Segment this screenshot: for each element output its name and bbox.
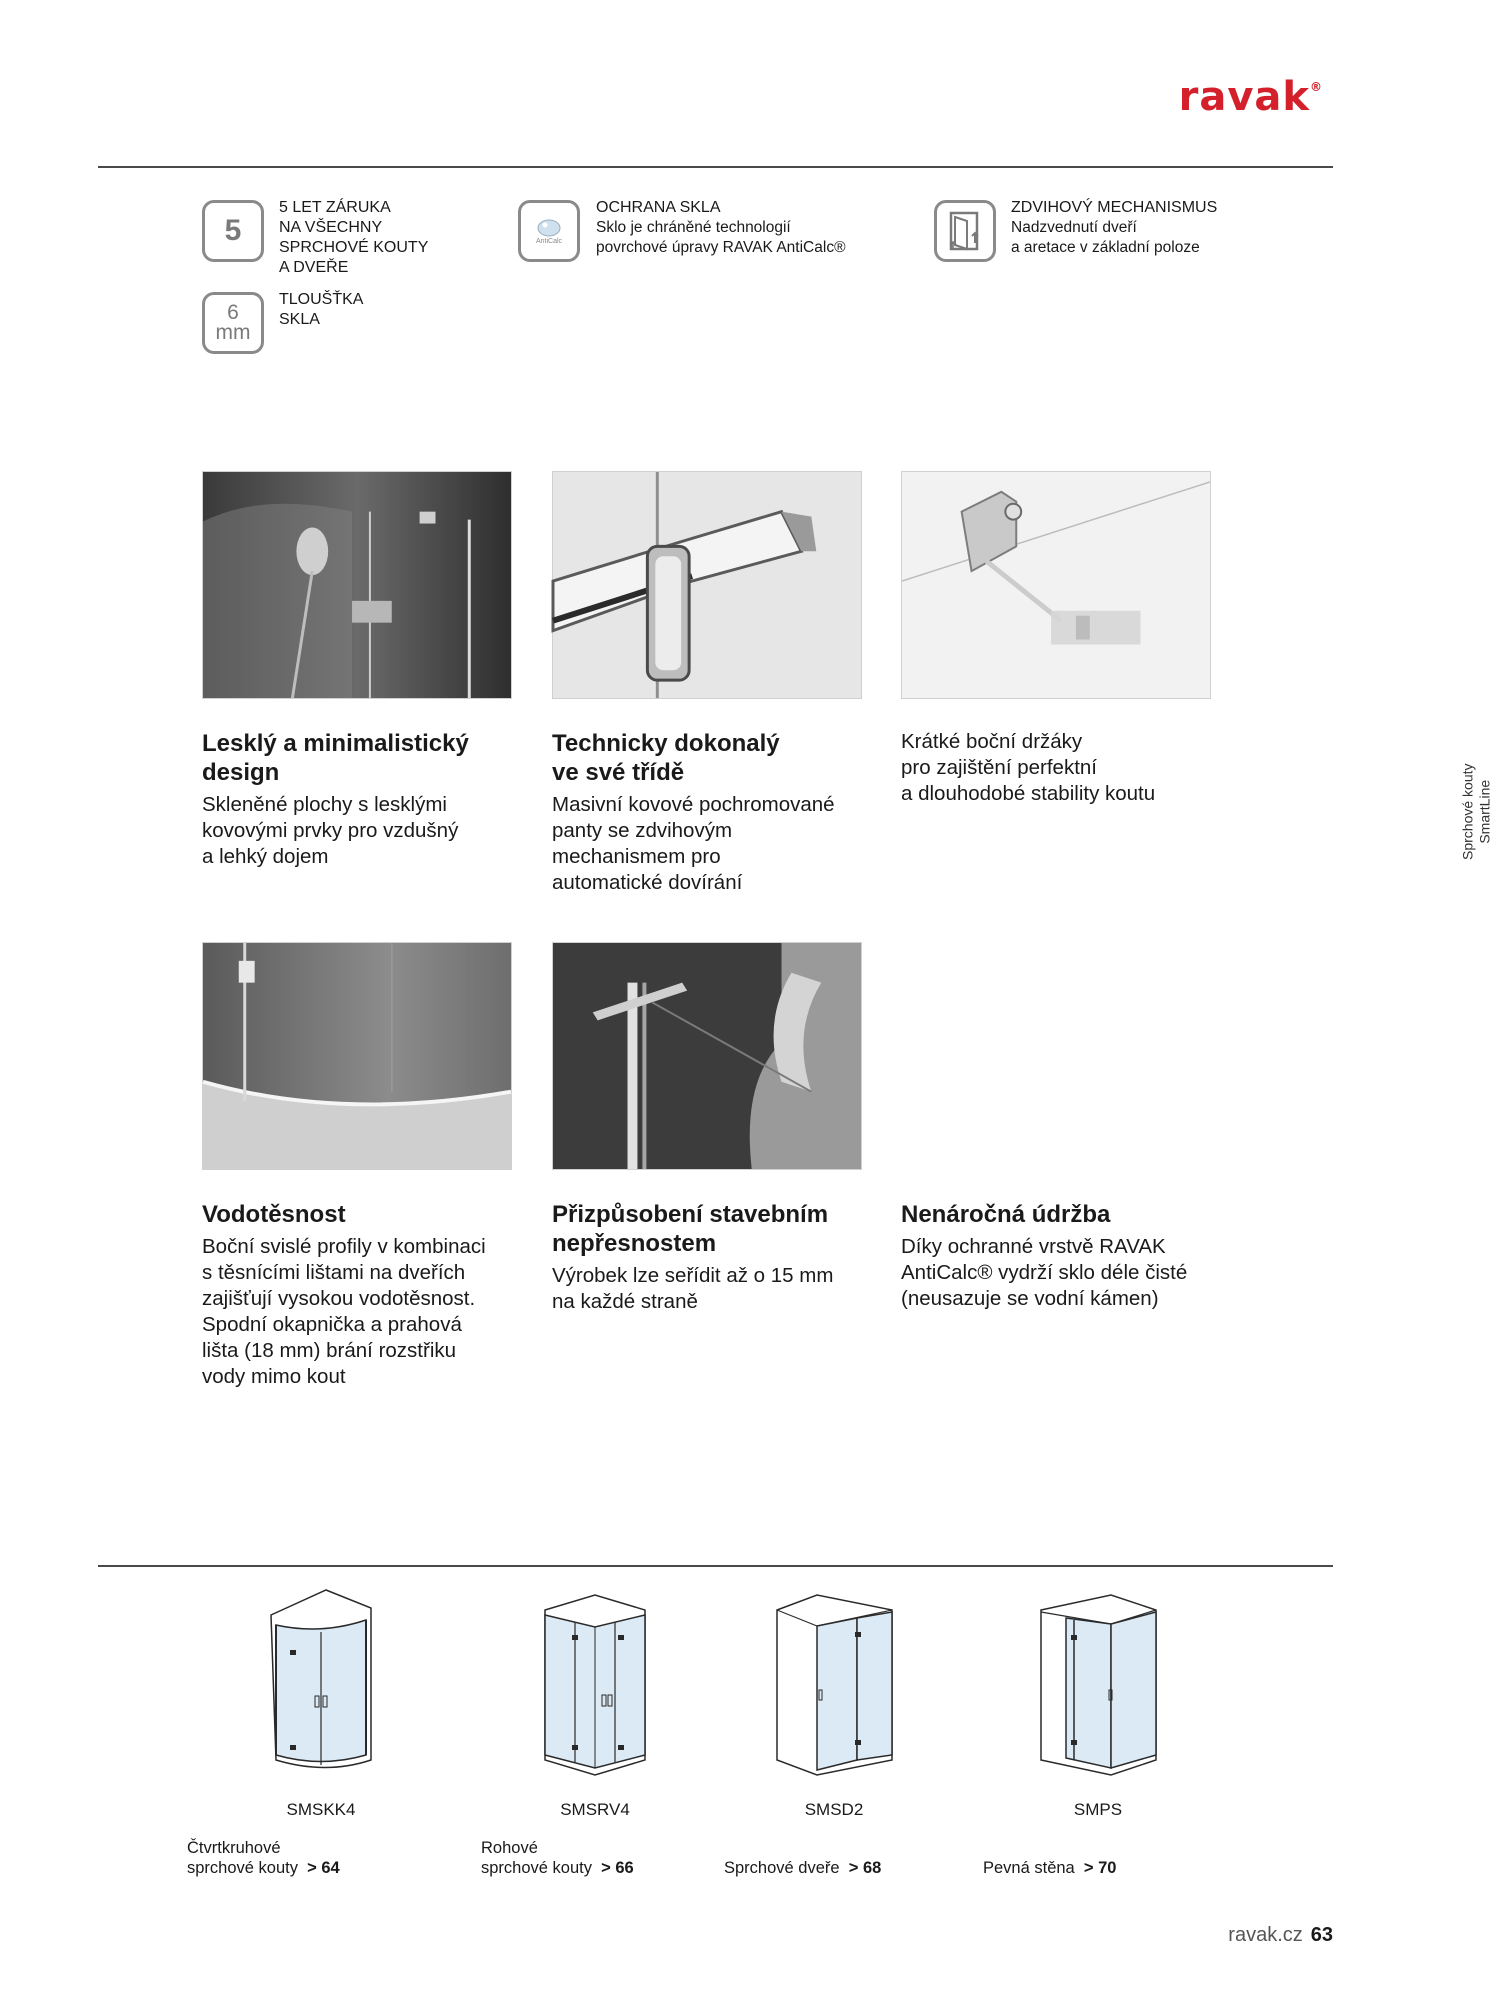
ravak-logo: ravak® [1178, 74, 1323, 120]
thickness-text: TLOUŠŤKA SKLA [279, 291, 364, 328]
warranty-text: 5 LET ZÁRUKA NA VŠECHNY SPRCHOVÉ KOUTY A DVEŘE [279, 199, 429, 276]
caption-adjustment: Přizpůsobení stavebním nepřesnostem Výrobek lze seřídit až o 15 mm na každé straně [552, 1201, 834, 1313]
link-fixed-wall[interactable]: Pevná stěna > 70 [983, 1859, 1117, 1877]
door-lift-icon [945, 209, 985, 253]
caption-side-brackets: Krátké boční držáky pro zajištění perfektní a dlouhodobé stability koutu [901, 730, 1156, 805]
warranty-5-icon: 5 [202, 200, 264, 262]
product-smps-drawing [1036, 1590, 1161, 1780]
caption-technical-perfection: Technicky dokonalý ve své třídě Masivní kovové pochromované panty se zdvihovým mechanismem pro automatické dovírání [552, 730, 835, 894]
caption-minimalist-design: Lesklý a minimalistický design Skleněné plochy s lesklými kovovými prvky pro vzdušný a lehký dojem [202, 729, 502, 870]
section-side-tab: Sprchové kouty SmartLine [1459, 763, 1492, 860]
link-corner-enclosures[interactable]: Rohové sprchové kouty > 66 [481, 1839, 634, 1877]
caption-title: design [202, 759, 280, 786]
footer-site[interactable]: ravak.cz [1228, 1924, 1303, 1946]
photo-watertightness [202, 942, 512, 1170]
photo-adjustment-profile [552, 942, 862, 1170]
anticalc-drop-icon [536, 218, 562, 238]
lift-mechanism-icon [934, 200, 996, 262]
thickness-6mm-icon: 6 mm [202, 292, 264, 354]
caption-title: Lesklý a minimalistický [202, 730, 469, 757]
product-code-smps: SMPS [1073, 1800, 1123, 1819]
page-number: 63 [1310, 1924, 1333, 1946]
top-divider [98, 166, 1333, 168]
photo-chrome-hinge [552, 471, 862, 699]
link-shower-doors[interactable]: Sprchové dveře > 68 [724, 1859, 882, 1877]
page-footer [1228, 1924, 1333, 1947]
product-smskk4-drawing [266, 1590, 376, 1780]
anticalc-text: OCHRANA SKLA Sklo je chráněné technologií povrchové úpravy RAVAK AntiCalc® [596, 199, 846, 256]
product-smsd2-drawing [772, 1590, 897, 1780]
lift-mechanism-text: ZDVIHOVÝ MECHANISMUS Nadzvednutí dveří a aretace v základní poloze [1011, 199, 1218, 256]
photo-minimalist-design [202, 471, 512, 699]
photo-side-bracket [901, 471, 1211, 699]
product-smsrv4-drawing [540, 1590, 650, 1780]
product-code-smsrv4: SMSRV4 [560, 1800, 630, 1819]
caption-easy-maintenance: Nenáročná údržba Díky ochranné vrstvě RAVAK AntiCalc® vydrží sklo déle čisté (neusazuje se vodní kámen) [901, 1201, 1188, 1310]
link-quarter-circle-enclosures[interactable]: Čtvrtkruhové sprchové kouty > 64 [187, 1839, 340, 1877]
bottom-divider [98, 1565, 1333, 1567]
product-code-smskk4: SMSKK4 [286, 1800, 356, 1819]
anticalc-icon: AntiCalc [518, 200, 580, 262]
product-code-smsd2: SMSD2 [804, 1800, 864, 1819]
caption-watertightness: Vodotěsnost Boční svislé profily v kombinaci s těsnícími lištami na dveřích zajišťují vysokou vodotěsnost. Spodní okapnička a prahová lišta (18 mm) brání rozstřiku vody mimo kout [202, 1201, 486, 1388]
